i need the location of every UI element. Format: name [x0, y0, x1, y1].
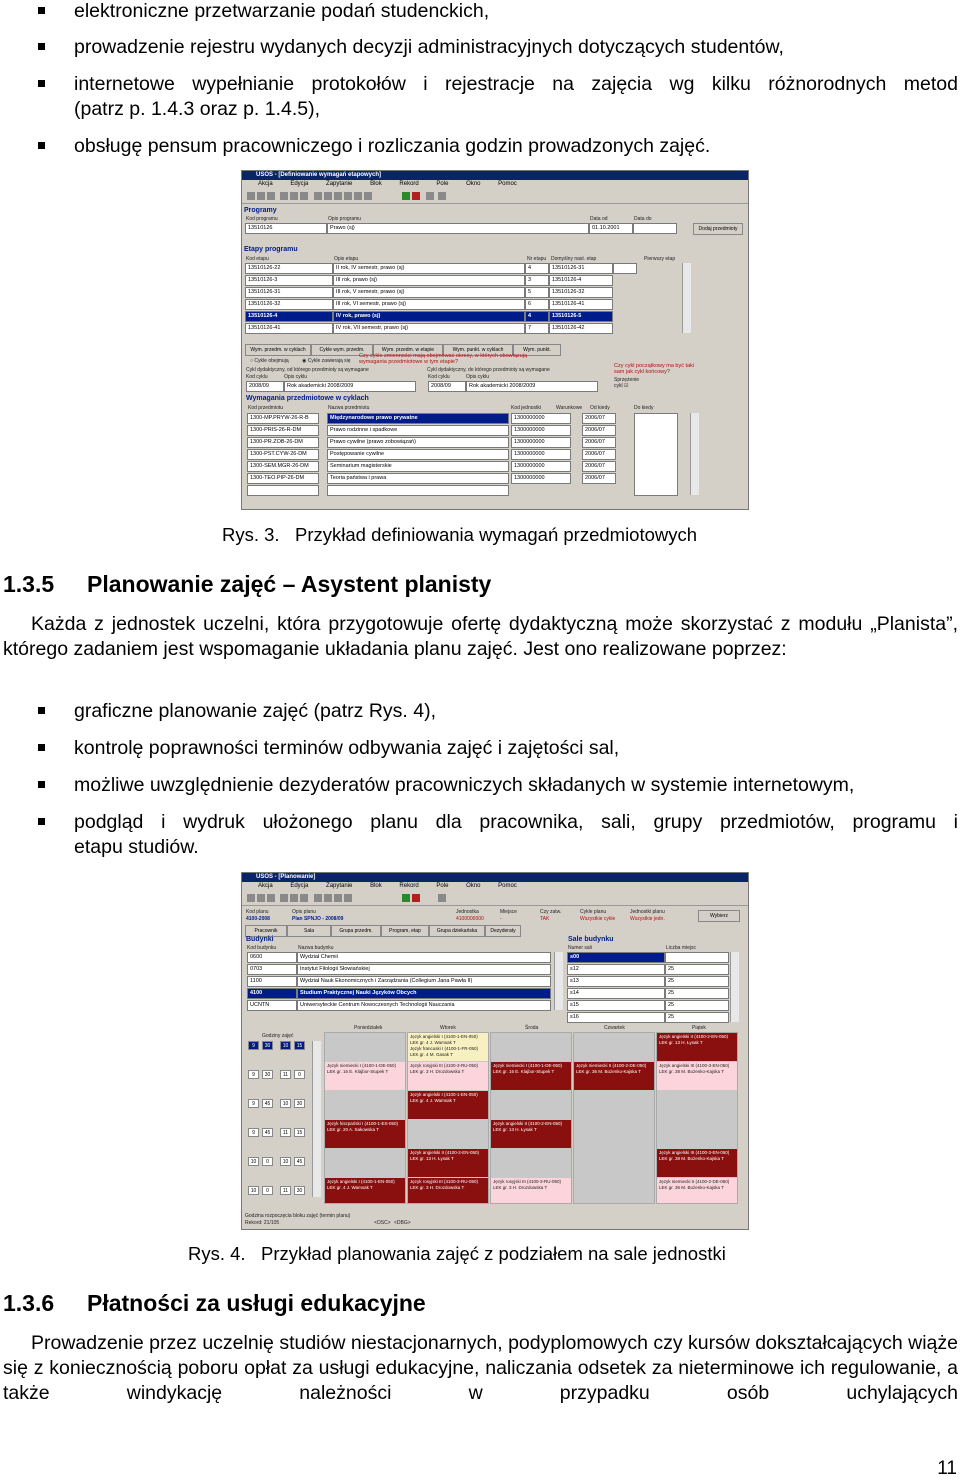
subject-name-cell[interactable]: Seminarium magisterskie — [327, 461, 509, 472]
approved-value: TAK — [540, 916, 550, 922]
hour-cell[interactable]: 0 — [294, 1070, 305, 1079]
window-title: USOS - [Definiowanie wymagań etapowych] — [242, 171, 748, 180]
choose-button[interactable]: Wybierz — [698, 910, 740, 922]
schedule-entry[interactable]: Język niemiecki I (4100-1-DE-050) LEK gr. 16 E. Klajbor-Stupek T — [491, 1062, 571, 1090]
field-label: Do kiedy — [634, 405, 654, 411]
hour-cell[interactable]: 30 — [294, 1099, 305, 1108]
hour-cell[interactable]: 11 — [280, 1186, 291, 1195]
cut-icon[interactable] — [280, 894, 288, 902]
hour-cell[interactable]: 45 — [262, 1128, 273, 1137]
field-label: Kod jednostki — [511, 405, 542, 411]
hour-cell[interactable]: 45 — [262, 1099, 273, 1108]
room-number-cell[interactable]: s16 — [567, 1012, 665, 1023]
room-capacity-cell[interactable] — [665, 952, 729, 963]
stage-nr-cell[interactable]: 4 — [525, 311, 549, 322]
field-label: Kod planu — [246, 909, 269, 915]
schedule-entry[interactable]: Język niemiecki II (4100-2-DE-050) LEK gr. 36 M. Bożenko-Kajska T — [574, 1062, 654, 1090]
save-icon[interactable] — [247, 192, 255, 200]
field-label: Opis planu — [292, 909, 316, 915]
menu-item[interactable]: Edycja — [290, 181, 309, 187]
building-name-cell[interactable]: Wydział Chemii — [297, 952, 551, 963]
menu-item[interactable]: Okno — [466, 883, 481, 889]
status-osc: <OSC> — [374, 1220, 391, 1226]
copy-icon[interactable] — [290, 192, 298, 200]
section-title: Wymagania przedmiotowe w cyklach — [246, 395, 369, 402]
room-capacity-cell[interactable]: 25 — [665, 1000, 729, 1011]
field-label: Miejsce — [500, 909, 517, 915]
field-label: Data od — [590, 216, 608, 222]
caption-label: Rys. 4. — [188, 1243, 246, 1264]
schedule-entry[interactable]: Język rosyjski III (4100-3-RU-050) LEK gr. 3 H. Drozdowska T — [408, 1178, 488, 1203]
day-header: Czwartek — [604, 1025, 625, 1031]
help-icon[interactable] — [438, 894, 446, 902]
room-number-cell[interactable]: s14 — [567, 988, 665, 999]
arrow-icon[interactable] — [364, 192, 372, 200]
next-stage-cell[interactable]: 13510126-42 — [549, 323, 613, 334]
toolbar — [242, 891, 748, 906]
field-label: Cykl dydaktyczny, od którego przedmioty są wymagane — [246, 367, 369, 373]
menu-item[interactable]: Pomoc — [498, 181, 517, 187]
arrow-icon[interactable] — [324, 192, 332, 200]
stage-code-cell[interactable]: 13510126-32 — [245, 299, 333, 310]
building-code-cell[interactable]: UCNTN — [247, 1000, 297, 1011]
paragraph: Każda z jednostek uczelni, która przygotowuje ofertę dydaktyczną może skorzystać z modułu „Planista”, którego zadaniem jest wspomaganie układania planu zajęć. Jest ono realizowane poprzez: — [3, 613, 958, 660]
subject-code-cell[interactable]: 1300-PRIS-26-R-DM — [247, 425, 319, 436]
room-number-cell[interactable]: s15 — [567, 1000, 665, 1011]
window-title: USOS - [Planowanie] — [242, 873, 748, 882]
etapy-lov-button[interactable] — [613, 263, 637, 274]
hour-cell[interactable]: 30 — [262, 1041, 273, 1050]
cut-icon[interactable] — [280, 192, 288, 200]
schedule-entry[interactable]: Język angielski II (4100-2-EN-050) LEK gr. 13 H. Łysak T — [408, 1149, 488, 1177]
hour-cell[interactable]: 9 — [248, 1128, 259, 1137]
stage-desc-cell[interactable]: III rok, VI semestr, prawo (sj) — [333, 299, 525, 310]
field-label: Cykl dydaktyczny, do którego przedmioty są wymagane — [427, 367, 550, 373]
arrow-icon[interactable] — [334, 894, 342, 902]
units-value: Wszystkie jedn. — [630, 916, 665, 922]
subject-name-cell[interactable]: Międzynarodowe prawo prywatne — [327, 413, 509, 424]
next-stage-cell[interactable]: 13510126-41 — [549, 299, 613, 310]
field-label: Kod cyklu — [428, 374, 450, 380]
bullet-item: podgląd i wydruk ułożonego planu dla pracownika, sali, grupy przedmiotów, programu i etapu studiów. — [74, 810, 958, 860]
tab[interactable]: Grupa przedm. — [331, 925, 381, 937]
cycle-from-desc[interactable]: Rok akademicki 2008/2009 — [284, 381, 416, 392]
hour-cell[interactable]: 0 — [262, 1186, 273, 1195]
unit-code-cell[interactable]: 1300000000 — [511, 461, 571, 472]
question-text: Czy cykle zmienności mają obejmować okresy, w których obowiązują wymagania przedmiotowe w tym etapie? — [359, 353, 528, 365]
day-header: Poniedziałek — [354, 1025, 383, 1031]
unit-code-cell[interactable]: 1300000000 — [511, 425, 571, 436]
field-label: Numer sali — [568, 945, 592, 951]
hour-cell[interactable]: 9 — [248, 1099, 259, 1108]
stage-code-cell[interactable]: 13510126-4 — [245, 311, 333, 322]
print-icon[interactable] — [257, 192, 265, 200]
from-cell[interactable]: 2006/07 — [582, 425, 616, 436]
radio-cycles-contained[interactable]: ◉ Cykle zawierają się — [302, 358, 351, 364]
add-record-icon[interactable] — [402, 894, 410, 902]
to-column[interactable] — [634, 413, 678, 496]
unit-code-cell[interactable]: 1300000000 — [511, 473, 571, 484]
room-number-cell[interactable]: s12 — [567, 964, 665, 975]
menu-item[interactable]: Akcja — [258, 883, 273, 889]
page-number: 11 — [937, 1458, 957, 1479]
bullet-item: graficzne planowanie zajęć (patrz Rys. 4), — [74, 699, 958, 724]
subject-code-cell[interactable]: 1300-PST.CYW-26-DM — [247, 449, 319, 460]
stage-nr-cell[interactable]: 6 — [525, 299, 549, 310]
arrow-icon[interactable] — [344, 894, 352, 902]
stage-desc-cell[interactable]: III rok, prawo (sj) — [333, 275, 525, 286]
field-label: Kod cyklu — [246, 374, 268, 380]
caption-text: Przykład definiowania wymagań przedmiotowych — [295, 524, 698, 545]
hour-cell[interactable]: 10 — [248, 1186, 259, 1195]
room-capacity-cell[interactable]: 25 — [665, 988, 729, 999]
schedule-entry[interactable]: Język angielski II (4100-2-EN-050) LEK gr. 13 H. Łysak T — [657, 1033, 737, 1061]
field-label: Opis cyklu — [284, 374, 308, 380]
menu-item[interactable]: Pomoc — [498, 883, 517, 889]
figure-caption — [222, 524, 697, 546]
subject-code-cell[interactable]: 1300-TEO.PIP-26-DM — [247, 473, 319, 484]
field-label: Opis programu — [328, 216, 362, 222]
cycle-to-desc[interactable]: Rok akademicki 2008/2009 — [466, 381, 598, 392]
section-heading: 1.3.6 Płatności za usługi edukacyjne — [3, 1290, 426, 1316]
menu-item[interactable]: Okno — [466, 181, 481, 187]
field-label: Jednostka — [456, 909, 479, 915]
scrollbar[interactable] — [730, 952, 739, 1022]
arrow-icon[interactable] — [354, 192, 362, 200]
building-name-cell[interactable]: Uniwersyteckie Centrum Nowoczesnych Technologii Nauczania — [297, 1000, 551, 1011]
from-cell[interactable]: 2006/07 — [582, 461, 616, 472]
bullet-item: internetowe wypełnianie protokołów i rejestracje na zajęcia wg kilku różnorodnych metod (patrz p. 1.4.3 oraz p. 1.4.5), — [74, 72, 958, 122]
hour-cell[interactable]: 11 — [280, 1128, 291, 1137]
stage-nr-cell[interactable]: 7 — [525, 323, 549, 334]
radio-cycles-include[interactable]: ○ Cykle obejmują — [250, 358, 289, 364]
schedule-entry[interactable]: Język angielski II (4100-2-EN-050) LEK gr. 13 H. Łysak T — [491, 1120, 571, 1148]
scrollbar[interactable] — [690, 413, 699, 495]
stage-nr-cell[interactable]: 4 — [525, 263, 549, 274]
paste-icon[interactable] — [300, 894, 308, 902]
delete-record-icon[interactable] — [412, 192, 420, 200]
from-cell[interactable]: 2006/07 — [582, 473, 616, 484]
schedule-entry[interactable]: Język rosyjski III (4100-3-RU-050) LEK gr. 3 H. Drozdowska T — [491, 1178, 571, 1203]
unit-code-cell[interactable]: 1300000000 — [511, 449, 571, 460]
section-heading: 1.3.5 Planowanie zajęć – Asystent planisty — [3, 571, 492, 597]
arrow-icon[interactable] — [334, 192, 342, 200]
unit-value: 4100000000 — [456, 916, 484, 922]
subject-code-cell[interactable] — [247, 485, 319, 496]
cycle-from-code[interactable]: 2008/09 — [246, 381, 284, 392]
menu-bar — [242, 882, 748, 891]
subject-name-cell[interactable]: Teoria państwa i prawa — [327, 473, 509, 484]
from-cell[interactable]: 2006/07 — [582, 413, 616, 424]
subject-name-cell[interactable]: Postępowanie cywilne — [327, 449, 509, 460]
subject-code-cell[interactable]: 1300-PR.ZOB-26-DM — [247, 437, 319, 448]
schedule-entry[interactable]: Język niemiecki II (4100-2-DE-050) LEK gr. 36 M. Bożenko-Kajska T — [657, 1178, 737, 1203]
status-dbg: <DBG> — [394, 1220, 411, 1226]
menu-item[interactable]: Rekord — [399, 883, 419, 889]
day-header: Środa — [525, 1025, 539, 1031]
schedule-entry[interactable]: Język angielski I (4100-1-EN-050) LEK gr. 4 J. Wamsak T — [408, 1091, 488, 1119]
hour-cell[interactable]: 11 — [280, 1070, 291, 1079]
tab[interactable]: Wym. punkt. w cyklach — [443, 344, 513, 356]
schedule-entry[interactable]: Język angielski I (4100-1-EN-050) LEK gr. 4 J. Wamsak T Język francuski I (4100-1-FR-050) LEK gr. 4 M. Gasak T — [408, 1033, 488, 1061]
menu-item[interactable]: Pole — [436, 883, 449, 889]
stage-desc-cell[interactable]: II rok, IV semestr, prawo (sj) — [333, 263, 525, 274]
subject-name-cell[interactable] — [327, 485, 509, 496]
tab[interactable]: Pracownik — [245, 925, 287, 937]
hour-cell[interactable]: 30 — [262, 1070, 273, 1079]
building-code-cell[interactable]: 4100 — [247, 988, 297, 999]
cycle-to-code[interactable]: 2008/09 — [428, 381, 466, 392]
day-column — [573, 1032, 655, 1204]
next-stage-cell[interactable]: 13510126-4 — [549, 275, 613, 286]
field-label: Opis cyklu — [466, 374, 490, 380]
arrow-icon[interactable] — [314, 192, 322, 200]
hour-cell[interactable]: 9 — [248, 1041, 259, 1050]
subject-code-cell[interactable]: 1300-MP.PRYW-26-R-B — [247, 413, 319, 424]
menu-item[interactable]: Akcja — [258, 181, 273, 187]
caption-label: Rys. 3. — [222, 524, 280, 545]
stage-nr-cell[interactable]: 5 — [525, 287, 549, 298]
menu-item[interactable]: Zapytanie — [326, 883, 353, 889]
status-hint: Godzina rozpoczęcia bloku zajęć (termin planu) — [245, 1213, 351, 1219]
tab[interactable]: Wym. punkt. — [513, 344, 561, 356]
field-label: Czy zatw. — [540, 909, 562, 915]
field-label: Warunkowe — [556, 405, 583, 411]
stage-desc-cell[interactable]: III rok, V semestr, prawo (sj) — [333, 287, 525, 298]
from-cell[interactable]: 2006/07 — [582, 437, 616, 448]
subject-code-cell[interactable]: 1300-SEM.MGR-26-DM — [247, 461, 319, 472]
arrow-icon[interactable] — [324, 894, 332, 902]
field-label: Cykle planu — [580, 909, 607, 915]
room-number-cell[interactable]: s13 — [567, 976, 665, 987]
caption-text: Przykład planowania zajęć z podziałem na sale jednostki — [261, 1243, 726, 1264]
paragraph: Prowadzenie przez uczelnię studiów niestacjonarnych, podyplomowych czy kursów dokształcających wiąże się z koniecznością poboru opłat za usługi edukacyjne, naliczania odsetek za nieterminowe ich regulowanie, a także windykację należności w przypadku osób uchylających — [3, 1332, 958, 1404]
field-label: Kod etapu — [246, 256, 269, 262]
stage-desc-cell[interactable]: IV rok, VII semestr, prawo (sj) — [333, 323, 525, 334]
schedule-entry[interactable]: Język angielski I (4100-1-EN-050) LEK gr. 4 J. Wamsak T — [325, 1178, 405, 1203]
field-label: Domyślny nast. etap — [551, 256, 597, 262]
field-label: Jednostki planu — [630, 909, 665, 915]
menu-bar — [242, 180, 748, 189]
schedule-entry[interactable]: Język angielski III (4100-3-EN-050) LEK gr. 38 M. Bożenko-Kajska T — [657, 1062, 737, 1090]
edit-icon[interactable] — [267, 192, 275, 200]
hour-cell[interactable]: 10 — [280, 1157, 291, 1166]
tab[interactable]: Sala — [287, 925, 331, 937]
tab[interactable]: Wym. przedm. w etapie — [373, 344, 443, 356]
field-label: Kod przedmiotu — [248, 405, 284, 411]
field-label: Godziny zajęć — [262, 1033, 294, 1039]
section-title: Sale budynku — [568, 936, 614, 943]
room-capacity-cell[interactable]: 25 — [665, 964, 729, 975]
program-code-field[interactable]: 13510126 — [245, 223, 327, 234]
from-cell[interactable]: 2006/07 — [582, 449, 616, 460]
tab[interactable]: Cykle wym. przedm. — [311, 344, 373, 356]
next-stage-cell[interactable]: 13510126-5 — [549, 311, 613, 322]
subject-name-cell[interactable]: Prawo cywilne (prawo zobowiązań) — [327, 437, 509, 448]
field-label: Sprzężenie — [614, 377, 640, 383]
hour-cell[interactable]: 0 — [262, 1157, 273, 1166]
next-stage-cell[interactable]: 13510126-31 — [549, 263, 613, 274]
menu-item[interactable]: Edycja — [290, 883, 309, 889]
status-record: Rekord: 21/105 — [245, 1220, 280, 1226]
place-value: - — [500, 916, 502, 922]
delete-record-icon[interactable] — [412, 894, 420, 902]
schedule-entry[interactable]: Język niemiecki I (4100-1-DE-050) LEK gr. 16 E. Klajbor-Stupek T — [325, 1062, 405, 1090]
schedule-entry[interactable]: Język angielski III (4100-3-EN-050) LEK gr. 38 M. Bożenko-Kajska T — [657, 1149, 737, 1177]
unit-code-cell[interactable]: 1300000000 — [511, 413, 571, 424]
next-stage-cell[interactable]: 13510126-32 — [549, 287, 613, 298]
room-capacity-cell[interactable]: 25 — [665, 976, 729, 987]
scrollbar[interactable] — [682, 263, 691, 333]
field-label: Pierwszy etap — [644, 256, 676, 262]
field-label: Kod programu — [246, 216, 278, 222]
hour-cell[interactable]: 9 — [248, 1070, 259, 1079]
date-to-field[interactable] — [633, 223, 677, 234]
tab[interactable]: Wym. przedm. w cyklach — [245, 344, 311, 356]
stage-desc-cell[interactable]: IV rok, prawo (sj) — [333, 311, 525, 322]
building-code-cell[interactable]: 1100 — [247, 976, 297, 987]
hour-cell[interactable]: 30 — [294, 1186, 305, 1195]
print-icon[interactable] — [257, 894, 265, 902]
hour-cell[interactable]: 10 — [280, 1099, 291, 1108]
scrollbar[interactable] — [312, 1041, 321, 1197]
figure-3-screenshot — [241, 170, 749, 510]
hour-cell[interactable]: 45 — [294, 1157, 305, 1166]
tab[interactable]: Dezyderaty — [485, 925, 521, 937]
arrow-icon[interactable] — [344, 192, 352, 200]
help-icon[interactable] — [438, 192, 446, 200]
cycles-value: Wszystkie cykle — [580, 916, 616, 922]
figure-caption — [188, 1243, 726, 1265]
building-code-cell[interactable]: 0703 — [247, 964, 297, 975]
field-label: Nazwa przedmiotu — [328, 405, 370, 411]
tab[interactable]: Program, etap — [381, 925, 429, 937]
building-code-cell[interactable]: 0600 — [247, 952, 297, 963]
field-label: Od kiedy — [590, 405, 610, 411]
edit-icon[interactable] — [267, 894, 275, 902]
bullet-item: kontrolę poprawności terminów odbywania zajęć i zajętości sal, — [74, 736, 958, 761]
scrollbar[interactable] — [554, 952, 563, 1010]
day-header: Piątek — [692, 1025, 706, 1031]
building-name-cell[interactable]: Instytut Filologii Słowiańskiej — [297, 964, 551, 975]
field-label: Kod budynku — [247, 945, 277, 951]
bullet-item: prowadzenie rejestru wydanych decyzji administracyjnych dotyczących studentów, — [74, 35, 958, 60]
day-header: Wtorek — [440, 1025, 456, 1031]
hour-cell[interactable]: 10 — [248, 1157, 259, 1166]
date-from-field[interactable]: 01.10.2001 — [589, 223, 633, 234]
section-title: Budynki — [246, 936, 274, 943]
menu-item[interactable]: Zapytanie — [326, 181, 353, 187]
building-name-cell[interactable]: Studium Praktycznej Nauki Języków Obcych — [297, 988, 551, 999]
stage-code-cell[interactable]: 13510126-3 — [245, 275, 333, 286]
section-title: Programy — [244, 207, 277, 214]
menu-item[interactable]: Blok — [370, 181, 382, 187]
subject-name-cell[interactable]: Prawo rodzinne i spadkowe — [327, 425, 509, 436]
couple-checkbox[interactable]: cykl ☑ — [614, 383, 629, 389]
schedule-entry[interactable]: Język rosyjski III (4100-3-RU-050) LEK gr. 3 H. Drozdowska T — [408, 1062, 488, 1090]
plan-desc: Plan SPNJO - 2008/09 — [292, 916, 344, 922]
bullet-item: elektroniczne przetwarzanie podań studenckich, — [74, 0, 958, 24]
lock-icon[interactable] — [426, 192, 434, 200]
field-label: Opis etapu — [334, 256, 359, 262]
menu-item[interactable]: Pole — [436, 181, 449, 187]
tab[interactable]: Grupa dziekańska — [429, 925, 485, 937]
plan-code: 4100-2008 — [246, 916, 270, 922]
figure-4-screenshot — [241, 872, 749, 1230]
add-subjects-button[interactable]: Dodaj przedmioty — [693, 223, 743, 235]
room-capacity-cell[interactable]: 25 — [665, 1012, 729, 1023]
hour-cell[interactable]: 15 — [294, 1041, 305, 1050]
room-number-cell[interactable]: s00 — [567, 952, 665, 963]
field-label: Data do — [634, 216, 652, 222]
question-text: Czy cykl początkowy ma być taki sam jak cykl końcowy? — [614, 363, 695, 375]
stage-code-cell[interactable]: 13510126-31 — [245, 287, 333, 298]
stage-nr-cell[interactable]: 3 — [525, 275, 549, 286]
unit-code-cell[interactable]: 1300000000 — [511, 437, 571, 448]
section-title: Etapy programu — [244, 246, 298, 253]
hour-cell[interactable]: 15 — [294, 1128, 305, 1137]
program-desc-field[interactable]: Prawo (sj) — [327, 223, 589, 234]
toolbar — [242, 189, 748, 204]
paste-icon[interactable] — [300, 192, 308, 200]
copy-icon[interactable] — [290, 894, 298, 902]
menu-item[interactable]: Blok — [370, 883, 382, 889]
field-label: Liczba miejsc — [666, 945, 697, 951]
bullet-item: obsługę pensum pracowniczego i rozliczania godzin prowadzonych zajęć. — [74, 134, 958, 159]
schedule-entry[interactable]: Język hiszpański I (4100-1-ES-050) LEK gr. 20 A. Sakowska T — [325, 1120, 405, 1148]
menu-item[interactable]: Rekord — [399, 181, 419, 187]
bullet-item: możliwe uwzględnienie dezyderatów pracowniczych składanych w systemie internetowym, — [74, 773, 958, 798]
stage-code-cell[interactable]: 13510126-41 — [245, 323, 333, 334]
stage-code-cell[interactable]: 13510126-22 — [245, 263, 333, 274]
field-label: Nr etapu — [527, 256, 547, 262]
save-icon[interactable] — [247, 894, 255, 902]
field-label: Nazwa budynku — [298, 945, 334, 951]
add-record-icon[interactable] — [402, 192, 410, 200]
arrow-icon[interactable] — [314, 894, 322, 902]
hour-cell[interactable]: 10 — [280, 1041, 291, 1050]
building-name-cell[interactable]: Wydział Nauk Ekonomicznych i Zarządzania (Collegium Jana Pawła II) — [297, 976, 551, 987]
